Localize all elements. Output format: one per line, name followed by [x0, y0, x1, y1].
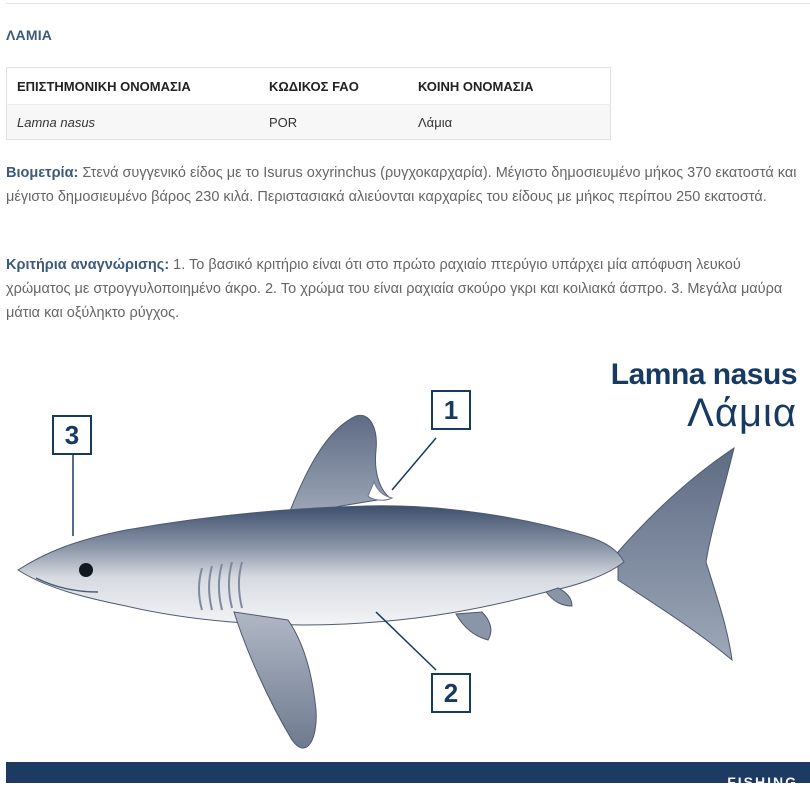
footer-banner [6, 762, 810, 790]
criteria-label: Κριτήρια αναγνώρισης: [6, 257, 170, 273]
shark-eye [79, 563, 93, 577]
species-info-table [6, 67, 611, 140]
pelvic-fin [456, 612, 491, 640]
header-scientific-name: ΕΠΙΣΤΗΜΟΝΙΚΗ ΟΝΟΜΑΣΙΑ [7, 68, 260, 105]
shark-body [18, 506, 624, 625]
cell-scientific-name: Lamna nasus [7, 105, 260, 140]
anal-fin [546, 588, 572, 606]
top-divider [6, 3, 810, 4]
criteria-paragraph [6, 253, 806, 325]
figure-title [611, 358, 797, 434]
biometry-label: Βιομετρία: [6, 165, 79, 181]
cell-common-name: Λάμια [408, 105, 611, 140]
callout-1: 1 [431, 390, 471, 430]
pectoral-fin [234, 612, 316, 748]
section-title: ΛΑΜΙΑ [6, 27, 53, 43]
dorsal-fin [288, 415, 390, 516]
footer-logo: FISHING [727, 774, 798, 790]
callout-2: 2 [431, 673, 471, 713]
criteria-text: 1. Το βασικό κριτήριο είναι ότι στο πρώτο ραχιαίο πτερύγιο υπάρχει μία απόφυση λευκού χρώματος με στρογγυλοποιημένο άκρο. 2. Το χρώμα του είναι ραχιαία σκούρο γκρι και κοιλιακά άσπρο. 3. Μεγάλα μαύρα μάτια και οξύληκτο ρύγχος. [6, 257, 783, 321]
callout-3: 3 [52, 415, 92, 455]
figure-scientific-name: Lamna nasus [610, 358, 797, 391]
biometry-text: Στενά συγγενικό είδος με το Isurus oxyrinchus (ρυγχοκαρχαρία). Μέγιστο δημοσιευμένο μήκος 370 εκατοστά και μέγιστο δημοσιευμένο βάρος 230 κιλά. Περιστασιακά αλιεύονται καρχαρίες του είδους με μήκος περίπου 250 εκατοστά. [6, 165, 797, 205]
biometry-paragraph [6, 161, 806, 209]
table-header-row [7, 68, 611, 105]
tail-fin [618, 448, 734, 660]
header-fao-code: ΚΩΔΙΚΟΣ FAO [259, 68, 408, 105]
table-row [7, 105, 611, 140]
cell-fao-code: POR [259, 105, 408, 140]
header-common-name: ΚΟΙΝΗ ΟΝΟΜΑΣΙΑ [408, 68, 611, 105]
figure-common-name: Λάμια [687, 391, 797, 435]
